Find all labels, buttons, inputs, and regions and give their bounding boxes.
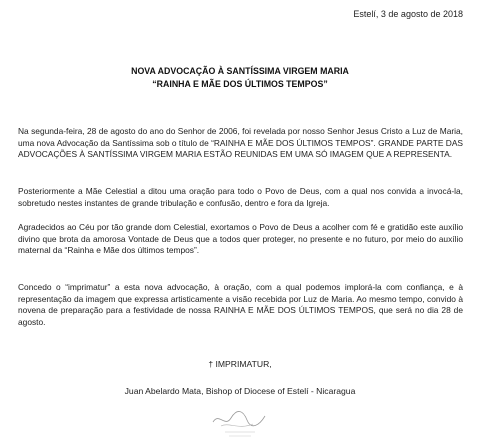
imprimatur-line: † IMPRIMATUR,	[208, 359, 272, 369]
paragraph-gratitude: Agradecidos ao Céu por tão grande dom Celestial, exortamos o Povo de Deus a acolher com fé e gratidão este auxílio divino que brota da amorosa Vontade de Deus que a todos quer proteger, no presente e no futuro, por meio do auxílio maternal da “Rainha e Mãe dos últimos tempos”.	[18, 222, 463, 256]
signer-line: Juan Abelardo Mata, Bishop of Diocese of Estelí - Nicaragua	[124, 386, 356, 396]
signature-seal	[195, 400, 285, 440]
paragraph-imprimatur-grant: Concedo o “imprimatur” a esta nova advocação, à oração, com a qual podemos implorá-la com confiança, e à representação da imagem que expressa artisticamente a visão recebida por Luz de Maria. Ao mesmo tempo, convido à novena de preparação para a festividade de nossa RAINHA E MÃE DOS ÚLTIMOS TEMPOS, que será no dia 28 de agosto.	[18, 282, 463, 327]
paragraph-prayer: Posteriormente a Mãe Celestial a ditou uma oração para todo o Povo de Deus, com a qual nos convida a invocá-la, sobretudo nestes instantes de grande tribulação e confusão, dentro e fora da Igreja.	[18, 186, 463, 208]
title-line-1: NOVA ADVOCAÇÃO À SANTÍSSIMA VIRGEM MARIA	[131, 66, 349, 76]
title-line-2: “RAINHA E MÃE DOS ÚLTIMOS TEMPOS”	[152, 78, 328, 89]
dateline: Estelí, 3 de agosto de 2018	[353, 9, 463, 19]
paragraph-revelation: Na segunda-feira, 28 de agosto do ano do Senhor de 2006, foi revelada por nosso Senhor Jesus Cristo a Luz de Maria, uma nova Advocação da Santíssima sob o título de “RAINHA E MÃE DOS ÚLTIMOS TEMPOS”. GRANDE PARTE DAS ADVOCAÇÕES À SANTÍSSIMA VIRGEM MARIA ESTÃO REUNIDAS EM UMA SÓ IMAGEM QUE A REPRESENTA.	[18, 126, 463, 160]
document-title	[0, 65, 480, 90]
